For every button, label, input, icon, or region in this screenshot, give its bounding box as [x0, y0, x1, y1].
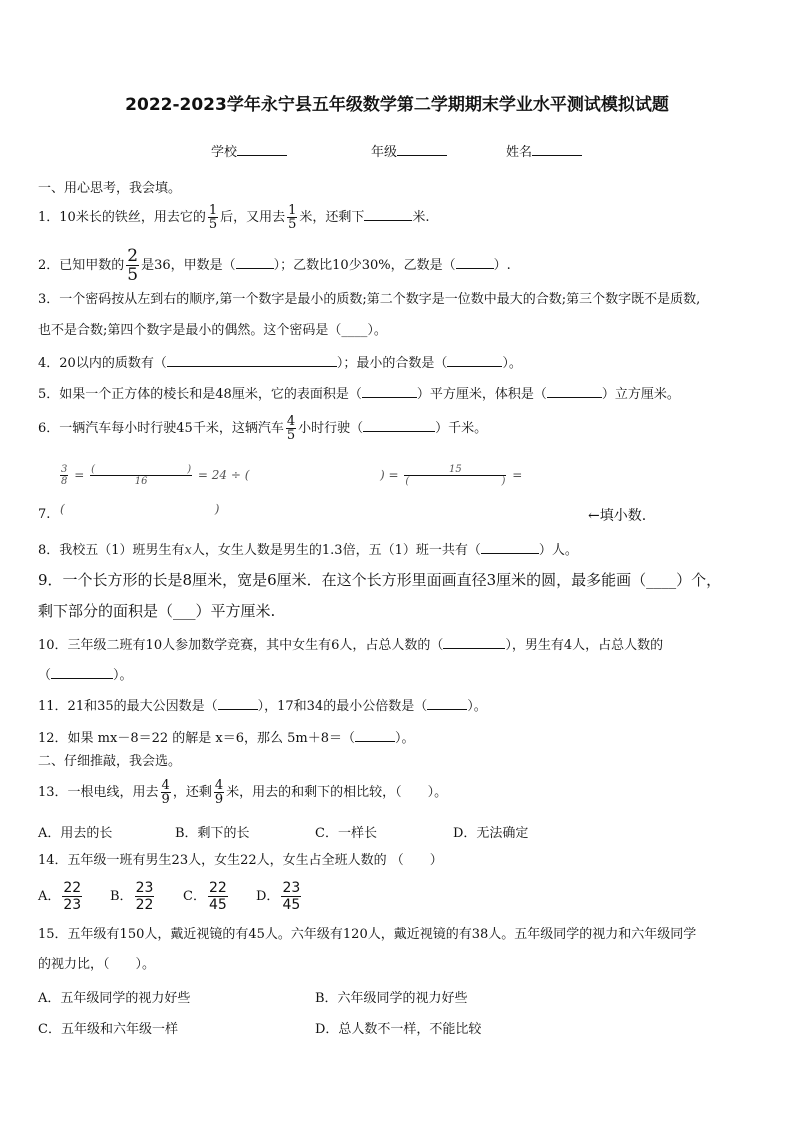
question-6: 6．一辆汽车每小时行驶45千米，这辆汽车 $\frac{4}{5}$ 小时行驶（ ）千米。: [38, 414, 488, 443]
question-3-line-2: 也不是合数;第四个数字是最小的偶然。这个密码是（____）。: [38, 323, 387, 338]
answer-blank[interactable]: [547, 384, 602, 398]
fraction: $\frac{1}{5}$: [208, 203, 218, 232]
answer-blank[interactable]: [355, 728, 395, 742]
question-5: 5．如果一个正方体的棱长和是48厘米，它的表面积是（ ）平方厘米，体积是（ ）立方厘米。: [38, 384, 680, 404]
fraction: $\frac{2}{5}$: [127, 246, 139, 285]
question-4: 4．20以内的质数有（ ）；最小的合数是（ ）。: [38, 353, 522, 373]
q14-option-b[interactable]: B． $\frac{23}{22}$: [110, 880, 154, 913]
fraction: $\frac{4}{9}$: [161, 778, 170, 807]
answer-blank[interactable]: [456, 255, 494, 269]
question-10-line-1: 10．三年级二班有10人参加数学竞赛，其中女生有6人，占总人数的（ ），男生有4人，占总人数的: [38, 635, 663, 655]
school-field[interactable]: 学校: [211, 141, 287, 160]
question-8: 8．我校五（1）班男生有x人，女生人数是男生的1.3倍，五（1）班一共有（ ）人。: [38, 540, 578, 560]
grade-field[interactable]: 年级: [371, 141, 447, 160]
question-10-line-2: （ ）。: [38, 665, 133, 685]
question-1: 1．10米长的铁丝，用去它的 $\frac{1}{5}$ 后，又用去 $\frac{1}{5}$ 米，还剩下 米.: [38, 203, 430, 232]
q13-option-c[interactable]: C．一样长: [315, 826, 377, 841]
question-11: 11．21和35的最大公因数是（ ），17和34的最小公倍数是（ ）。: [38, 696, 487, 716]
q15-option-a[interactable]: A．五年级同学的视力好些: [38, 991, 191, 1006]
fraction: $\frac{4}{5}$: [286, 414, 296, 443]
question-7-equation: $\frac{3}{8}$ = ( ) 16 = 24 ÷ (: [61, 464, 250, 487]
question-7-blank[interactable]: ( ): [60, 502, 220, 516]
fraction: $\frac{3}{8}$: [61, 464, 68, 487]
q14-option-a[interactable]: A． $\frac{22}{23}$: [38, 880, 82, 913]
fraction: $\frac{1}{5}$: [288, 203, 297, 232]
q13-option-b[interactable]: B．剩下的长: [175, 826, 250, 841]
question-7-equation-right: ) = 15 ( ) =: [380, 464, 523, 487]
answer-blank[interactable]: [167, 353, 337, 367]
section-2-heading: 二、仔细推敲，我会选。: [38, 754, 182, 769]
question-3-line-1: 3．一个密码按从左到右的顺序,第一个数字是最小的质数;第二个数字是一位数中最大的合数;第三个数字既不是质数,: [38, 292, 701, 307]
question-2: 2．已知甲数的 $\frac{2}{5}$ 是36，甲数是（ ）；乙数比10少30%，乙数是（ ）.: [38, 246, 511, 285]
q15-option-b[interactable]: B．六年级同学的视力好些: [315, 991, 468, 1006]
section-1-heading: 一、用心思考，我会填。: [38, 181, 182, 196]
q14-option-d[interactable]: D． $\frac{23}{45}$: [256, 880, 301, 913]
answer-blank[interactable]: [443, 635, 505, 649]
q13-option-d[interactable]: D．无法确定: [453, 826, 529, 841]
answer-blank[interactable]: [363, 418, 435, 432]
answer-blank[interactable]: [218, 696, 258, 710]
question-14: 14．五年级一班有男生23人，女生22人，女生占全班人数的 （ ）: [38, 853, 443, 868]
question-13: 13．一根电线，用去 $\frac{4}{9}$ ，还剩 $\frac{4}{9}$ 米，用去的和剩下的相比较，（ ）。: [38, 778, 448, 807]
q15-option-d[interactable]: D．总人数不一样，不能比较: [315, 1022, 482, 1037]
answer-blank[interactable]: [364, 207, 412, 221]
page-title: 2022-2023学年永宁县五年级数学第二学期期末学业水平测试模拟试题: [125, 95, 669, 115]
question-7: 7.: [38, 507, 51, 522]
q14-option-c[interactable]: C． $\frac{22}{45}$: [183, 880, 227, 913]
fraction-blank[interactable]: 15 ( ): [405, 464, 506, 487]
answer-blank[interactable]: [236, 255, 274, 269]
q13-option-a[interactable]: A．用去的长: [38, 826, 113, 841]
answer-blank[interactable]: [362, 384, 417, 398]
answer-blank[interactable]: [51, 665, 113, 679]
question-7-hint: ←填小数.: [588, 508, 647, 524]
question-9-line-2: 剩下部分的面积是（___）平方厘米.: [38, 602, 276, 620]
name-field[interactable]: 姓名: [506, 141, 582, 160]
question-9-line-1: 9．一个长方形的长是8厘米，宽是6厘米．在这个长方形里面画直径3厘米的圆，最多能画（____）个，: [38, 571, 722, 589]
question-15-line-2: 的视力比，（ ）。: [38, 957, 156, 972]
question-12: 12．如果 mx－8＝22 的解是 x＝6，那么 5m＋8＝（ ）。: [38, 728, 415, 748]
question-15-line-1: 15．五年级有150人，戴近视镜的有45人。六年级有120人，戴近视镜的有38人。五年级同学的视力和六年级同学: [38, 927, 697, 942]
fraction: $\frac{4}{9}$: [214, 778, 224, 807]
answer-blank[interactable]: [427, 696, 467, 710]
fraction-blank[interactable]: ( ) 16: [91, 464, 192, 487]
answer-blank[interactable]: [447, 353, 502, 367]
answer-blank[interactable]: [481, 540, 539, 554]
q15-option-c[interactable]: C．五年级和六年级一样: [38, 1022, 178, 1037]
